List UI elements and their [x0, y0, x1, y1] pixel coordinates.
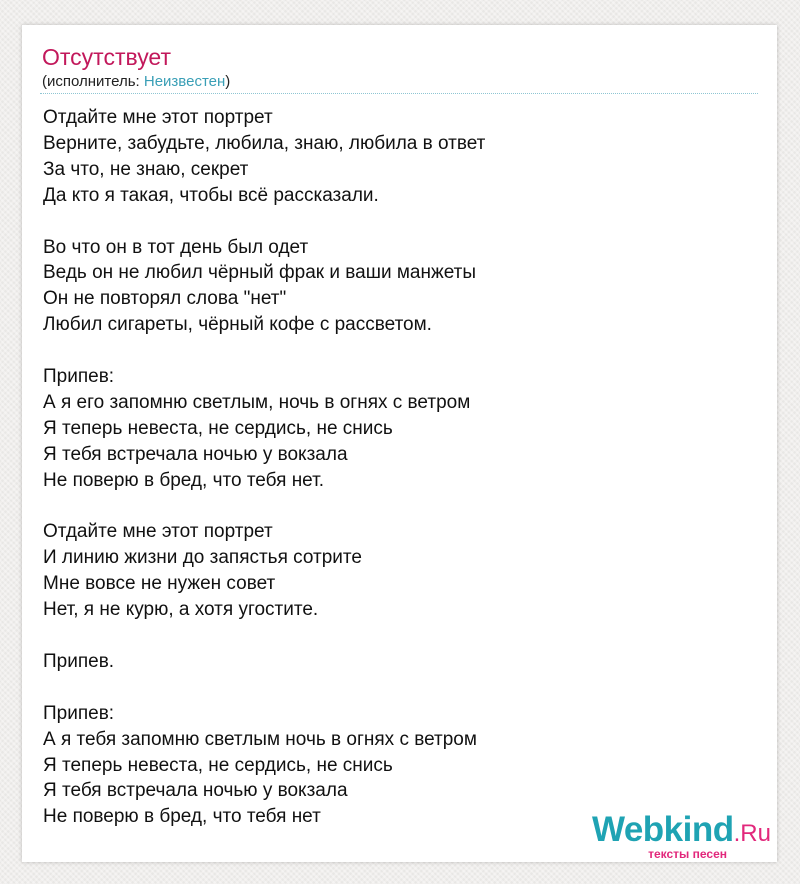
title-divider — [40, 93, 758, 94]
artist-suffix: ) — [225, 73, 231, 90]
lyric-line: Во что он в тот день был одет — [43, 236, 309, 258]
lyrics-text — [43, 105, 743, 856]
lyric-line: А я его запомню светлым, ночь в огнях с ветром — [43, 391, 471, 413]
lyric-line: Я теперь невеста, не сердись, не снись — [43, 754, 393, 776]
lyric-line: И линию жизни до запястья сотрите — [43, 547, 362, 569]
lyric-line: Нет, я не курю, а хотя угостите. — [43, 599, 319, 621]
lyrics-stanza — [43, 649, 743, 675]
lyrics-card — [22, 25, 777, 862]
lyric-line: Не поверю в бред, что тебя нет. — [43, 469, 324, 491]
lyric-line: Отдайте мне этот портрет — [43, 107, 273, 128]
lyric-line: Припев: — [43, 702, 115, 724]
lyric-line: За что, не знаю, секрет — [43, 158, 249, 180]
lyric-line: А я тебя запомню светлым ночь в огнях с ветром — [43, 728, 477, 750]
site-logo[interactable] — [581, 810, 771, 864]
lyrics-stanza — [43, 235, 743, 339]
lyrics-stanza — [43, 519, 743, 623]
lyric-line: Да кто я такая, чтобы всё рассказали. — [43, 184, 379, 206]
artist-prefix: (исполнитель: — [42, 73, 144, 90]
artist-line — [42, 73, 230, 91]
lyric-line: Верните, забудьте, любила, знаю, любила в ответ — [43, 132, 486, 154]
lyric-line: Он не повторял слова "нет" — [43, 288, 287, 310]
lyric-line: Отдайте мне этот портрет — [43, 521, 273, 543]
logo-tagline: тексты песен — [648, 847, 727, 861]
lyric-line: Я теперь невеста, не сердись, не снись — [43, 417, 393, 439]
artist-link[interactable]: Неизвестен — [143, 73, 226, 90]
lyric-line: Любил сигареты, чёрный кофе с рассветом. — [43, 314, 432, 336]
logo-domain-suffix: .Ru — [733, 820, 771, 847]
lyric-line: Ведь он не любил чёрный фрак и ваши манжеты — [43, 262, 476, 284]
lyrics-stanza — [43, 364, 743, 494]
lyrics-stanza — [43, 105, 743, 209]
lyric-line: Не поверю в бред, что тебя нет — [43, 806, 321, 828]
lyric-line: Мне вовсе не нужен совет — [43, 573, 276, 595]
lyric-line: Я тебя встречала ночью у вокзала — [43, 443, 348, 465]
logo-main-text: Webkind — [591, 810, 734, 849]
song-title: Отсутствует — [42, 44, 171, 70]
lyric-line: Я тебя встречала ночью у вокзала — [43, 780, 348, 802]
lyric-line: Припев: — [43, 366, 115, 388]
lyric-line: Припев. — [43, 650, 115, 672]
